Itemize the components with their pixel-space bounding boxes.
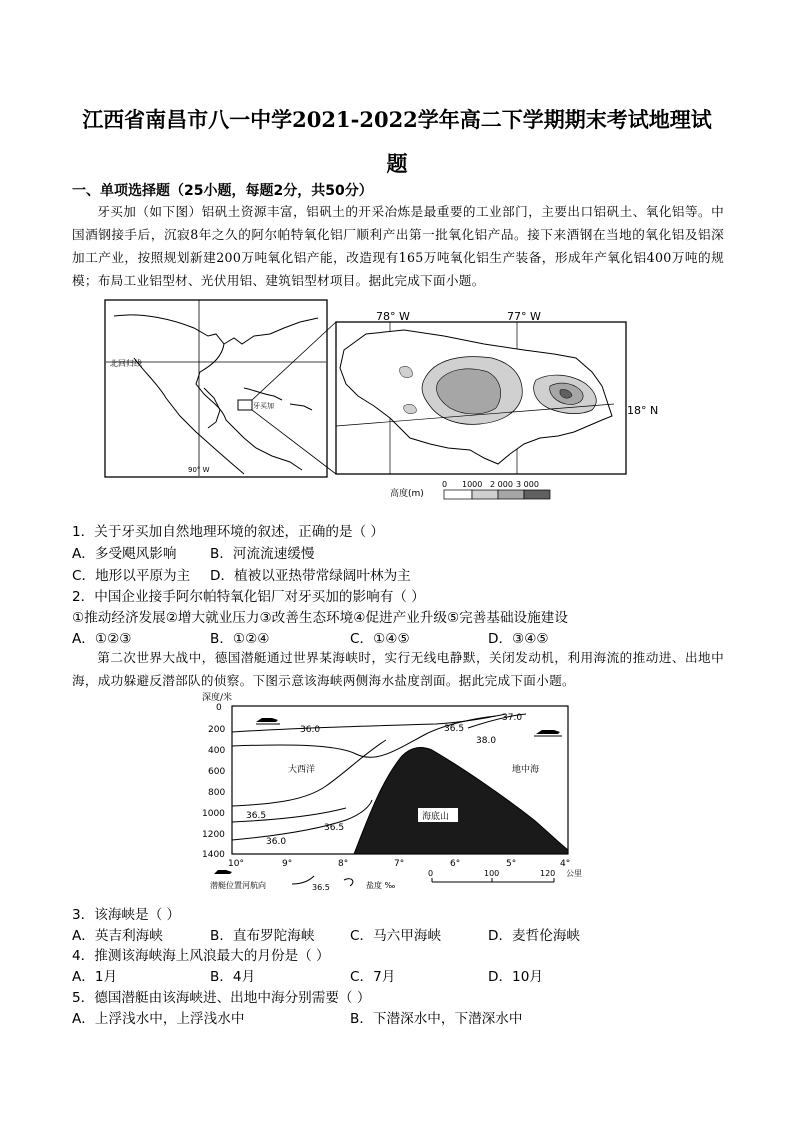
lon-label-77w: 77° W	[507, 310, 541, 323]
depth-tick-600: 600	[208, 767, 226, 777]
q4-option-d[interactable]: D．10月	[488, 969, 543, 985]
inset-jamaica-box	[238, 400, 252, 410]
isoline-36-0-top	[232, 714, 506, 732]
lon-tick-9: 9°	[282, 859, 293, 869]
q4-option-c[interactable]: C．7月	[350, 969, 396, 985]
submarine-mediterranean-icon	[536, 730, 560, 734]
depth-tick-1000: 1000	[202, 809, 225, 819]
q2-option-a[interactable]: A．①②③	[72, 631, 132, 647]
iso-label-7: 36.0	[266, 837, 287, 847]
label-mediterranean: 地中海	[512, 765, 540, 775]
q3-option-b[interactable]: B．直布罗陀海峡	[210, 928, 315, 944]
legend-submarine-icon	[214, 870, 232, 874]
passage-strait: 第二次世界大战中，德国潜艇通过世界某海峡时，实行无线电静默，关闭发动机，利用海流的推动进、出地中海，成功躲避反潜部队的侦察。下图示意该海峡两侧海水盐度剖面。据此完成下面小题。	[72, 650, 724, 688]
legend-swatch-2000	[498, 490, 524, 499]
q3-option-c[interactable]: C．马六甲海峡	[350, 928, 442, 944]
jamaica-map-figure	[104, 298, 659, 502]
question-2: 2．中国企业接手阿尔帕特氧化铝厂对牙买加的影响有（ ）	[72, 589, 425, 605]
inset-frame	[105, 300, 327, 477]
question-4: 4．推测该海峡海上风浪最大的月份是（ ）	[72, 948, 330, 964]
iso-label-3: 37.0	[502, 713, 523, 723]
passage-jamaica: 牙买加（如下图）铝矾土资源丰富，铝矾土的开采冶炼是最重要的工业部门，主要出口铝矾土、氧化铝等。中国酒钢接手后，沉寂8年之久的阿尔帕特氧化铝厂顺利产出第一批氧化铝产品。接下来酒钢在当地的氧化铝及铝深加工产业，按照规划新建200万吨氧化铝产能，改造现有165万吨氧化铝生产装备，形成年产氧化铝400万吨的规模；布局工业铝型材、光伏用铝、建筑铝型材项目。据此完成下面小题。	[72, 204, 724, 288]
depth-tick-1400: 1400	[202, 850, 225, 860]
scale-unit: 公里	[566, 869, 582, 878]
legend-title: 高度(m)	[390, 489, 424, 499]
q1-option-c[interactable]: C．地形以平原为主	[72, 568, 191, 584]
iso-label-2: 36.5	[444, 724, 465, 734]
q5-option-b[interactable]: B．下潜深水中，下潜深水中	[350, 1011, 523, 1027]
q1-option-d[interactable]: D．植被以亚热带常绿阔叶林为主	[210, 568, 411, 584]
scale-0: 0	[428, 869, 434, 878]
depth-tick-400: 400	[208, 746, 226, 756]
legend-swatch-3000	[524, 490, 550, 499]
legend-submarine-label: 潜艇位置河航向	[210, 881, 266, 890]
iso-label-6: 36.5	[324, 823, 345, 833]
legend-isoline	[292, 876, 314, 884]
lon-label-78w: 78° W	[376, 310, 410, 323]
depth-tick-200: 200	[208, 725, 226, 735]
iso-label-1: 36.0	[300, 725, 321, 735]
legend-salinity-label: 盐度 ‰	[366, 881, 396, 890]
q2-option-d[interactable]: D．③④⑤	[488, 631, 549, 647]
q1-option-a[interactable]: A．多受飓风影响	[72, 546, 177, 562]
depth-tick-1200: 1200	[202, 830, 225, 840]
legend-swatch-1000	[472, 490, 498, 499]
q4-option-a[interactable]: A．1月	[72, 969, 118, 985]
legend-tick-2000: 2 000	[490, 480, 513, 489]
legend-iso-value: 36.5	[312, 883, 330, 892]
q4-option-b[interactable]: B．4月	[210, 969, 256, 985]
inset-mexico-coast	[134, 358, 244, 474]
seamount	[354, 748, 568, 854]
question-5: 5．德国潜艇由该海峡进、出地中海分别需要（ ）	[72, 990, 371, 1006]
lon-tick-5: 5°	[506, 859, 517, 869]
lon-tick-4: 4°	[560, 859, 571, 869]
q5-option-a[interactable]: A．上浮浅水中，上浮浅水中	[72, 1011, 245, 1027]
q1-option-b[interactable]: B．河流流速缓慢	[210, 546, 315, 562]
legend-swatch-0	[444, 490, 472, 499]
depth-tick-800: 800	[208, 788, 226, 798]
inset-yucatan	[204, 388, 220, 428]
iso-label-4: 38.0	[476, 736, 497, 746]
lon-tick-7: 7°	[394, 859, 405, 869]
legend-tick-1000: 1000	[462, 480, 483, 489]
inset-tropic-label: 北回归线	[110, 359, 142, 368]
q2-option-c[interactable]: C．①④⑤	[350, 631, 410, 647]
lon-tick-10: 10°	[228, 859, 244, 869]
scale-100: 100	[484, 869, 500, 878]
q2-option-b[interactable]: B．①②④	[210, 631, 270, 647]
depth-tick-0: 0	[216, 703, 222, 713]
submarine-atlantic-icon	[256, 718, 278, 722]
inset-lon-label: 90° W	[188, 466, 210, 474]
inset-jamaica-label: 牙买加	[253, 402, 274, 410]
profile-ylabel: 深度/米	[202, 693, 233, 703]
q3-option-a[interactable]: A．英吉利海峡	[72, 928, 163, 944]
lon-tick-8: 8°	[338, 859, 349, 869]
legend-tick-0: 0	[442, 480, 448, 489]
salinity-profile-figure	[196, 690, 596, 894]
page-title-line2: 题	[386, 151, 408, 176]
lat-label-18n: 18° N	[627, 404, 659, 417]
seamount-label: 海底山	[422, 812, 450, 822]
section-heading: 一、单项选择题（25小题，每题2分，共50分）	[72, 183, 373, 199]
page-title-line1: 江西省南昌市八一中学2021-2022学年高二下学期期末考试地理试	[82, 107, 712, 132]
iso-label-5: 36.5	[246, 811, 267, 821]
question-3: 3．该海峡是（ ）	[72, 907, 181, 923]
label-atlantic: 大西洋	[288, 765, 316, 775]
q3-option-d[interactable]: D．麦哲伦海峡	[488, 928, 581, 944]
scale-120: 120	[540, 869, 556, 878]
question-1: 1．关于牙买加自然地理环境的叙述，正确的是（ ）	[72, 524, 385, 540]
zoom-line-top	[252, 322, 336, 400]
legend-tick-3000: 3 000	[516, 480, 539, 489]
question-2-items: ①推动经济发展②增大就业压力③改善生态环境④促进产业升级⑤完善基础设施建设	[72, 610, 568, 626]
lon-tick-6: 6°	[450, 859, 461, 869]
